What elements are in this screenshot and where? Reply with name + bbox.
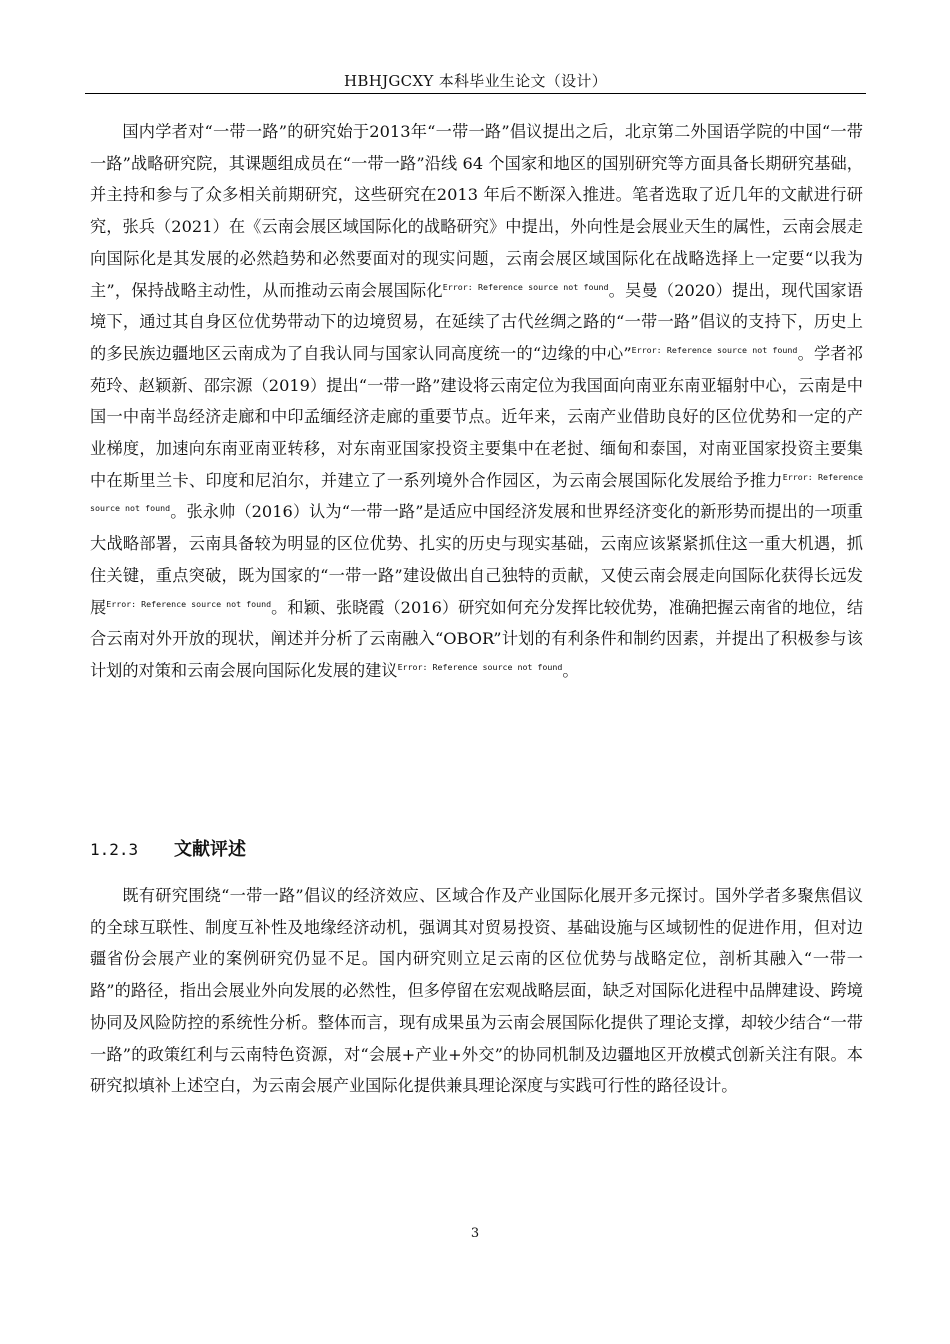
text-run: 。和颖、张晓霞（2016）研究如何充分发挥比较优势，准确把握云南省的地位，结合云南对外开放的现状，阐述并分析了云南融入“OBOR”计划的有利条件和制约因素，并提出了积极参与该计划的对策和云南会展向国际化发展的建议 (90, 597, 864, 680)
reference-error: Error: Reference source not found (631, 344, 798, 355)
header-divider (85, 93, 866, 94)
reference-error: Error: Reference source not found (90, 471, 863, 514)
paragraph-review: 既有研究围绕“一带一路”倡议的经济效应、区域合作及产业国际化展开多元探讨。国外学者多聚焦倡议的全球互联性、制度互补性及地缘经济动机，强调其对贸易投资、基础设施与区域韧性的促进作用，但对边疆省份会展产业的案例研究仍显不足。国内研究则立足云南的区位优势与战略定位，剖析其融入“一带一路”的路径，指出会展业外向发展的必然性，但多停留在宏观战略层面，缺乏对国际化进程中品牌建设、跨境协同及风险防控的系统性分析。整体而言，现有成果虽为云南会展国际化提供了理论支撑，却较少结合“一带一路”的政策红利与云南特色资源，对“会展+产业+外交”的协同机制及边疆地区开放模式创新关注有限。本研究拟填补上述空白，为云南会展产业国际化提供兼具理论深度与实践可行性的路径设计。 (90, 886, 863, 1096)
section-number: 1.2.3 (90, 840, 139, 859)
text-run: 。吴曼（2020）提出，现代国家语境下，通过其自身区位优势带动下的边境贸易，在延续了古代丝绸之路的“一带一路”倡议的支持下，历史上的多民族边疆地区云南成为了自我认同与国家认同高度统一的“边缘的中心” (90, 280, 863, 363)
section-heading (90, 838, 246, 862)
review-paragraph (90, 880, 863, 1102)
reference-error: Error: Reference source not found (442, 281, 609, 292)
text-run: 。 (562, 660, 579, 680)
section-title: 文献评述 (174, 839, 246, 860)
running-header: HBHJGCXY 本科毕业生论文（设计） (343, 72, 607, 90)
literature-paragraph (90, 116, 863, 687)
reference-error: Error: Reference source not found (106, 598, 272, 609)
text-run: 。学者祁苑玲、赵颖新、邵宗源（2019）提出“一带一路”建设将云南定位为我国面向南亚东南亚辐射中心，云南是中国一中南半岛经济走廊和中印孟缅经济走廊的重要节点。近年来，云南产业借助良好的区位优势和一定的产业梯度，加速向东南亚南亚转移，对东南亚国家投资主要集中在老挝、缅甸和泰国，对南亚国家投资主要集中在斯里兰卡、印度和尼泊尔，并建立了一系列境外合作园区，为云南会展国际化发展给予推力 (90, 343, 863, 490)
paragraph-domestic-research (90, 116, 863, 687)
page-number: 3 (470, 1226, 480, 1241)
text-run: 国内学者对“一带一路”的研究始于2013年“一带一路”倡议提出之后，北京第二外国语学院的中国“一带一路”战略研究院，其课题组成员在“一带一路”沿线 64 个国家和地区的国别研究等方面具备长期研究基础，并主持和参与了众多相关前期研究，这些研究在2013 年后不断深入推进。笔者选取了近几年的文献进行研究，张兵（2021）在《云南会展区域国际化的战略研究》中提出，外向性是会展业天生的属性，云南会展走向国际化是其发展的必然趋势和必然要面对的现实问题，云南会展区域国际化在战略选择上一定要“以我为主”，保持战略主动性，从而推动云南会展国际化 (90, 122, 863, 300)
reference-error: Error: Reference source not found (397, 661, 563, 672)
text-run: 。张永帅（2016）认为“一带一路”是适应中国经济发展和世界经济变化的新形势而提出的一项重大战略部署，云南具备较为明显的区位优势、扎实的历史与现实基础，云南应该紧紧抓住这一重大机遇，抓住关键，重点突破，既为国家的“一带一路”建设做出自己独特的贡献，又使云南会展走向国际化获得长远发展 (90, 502, 863, 617)
